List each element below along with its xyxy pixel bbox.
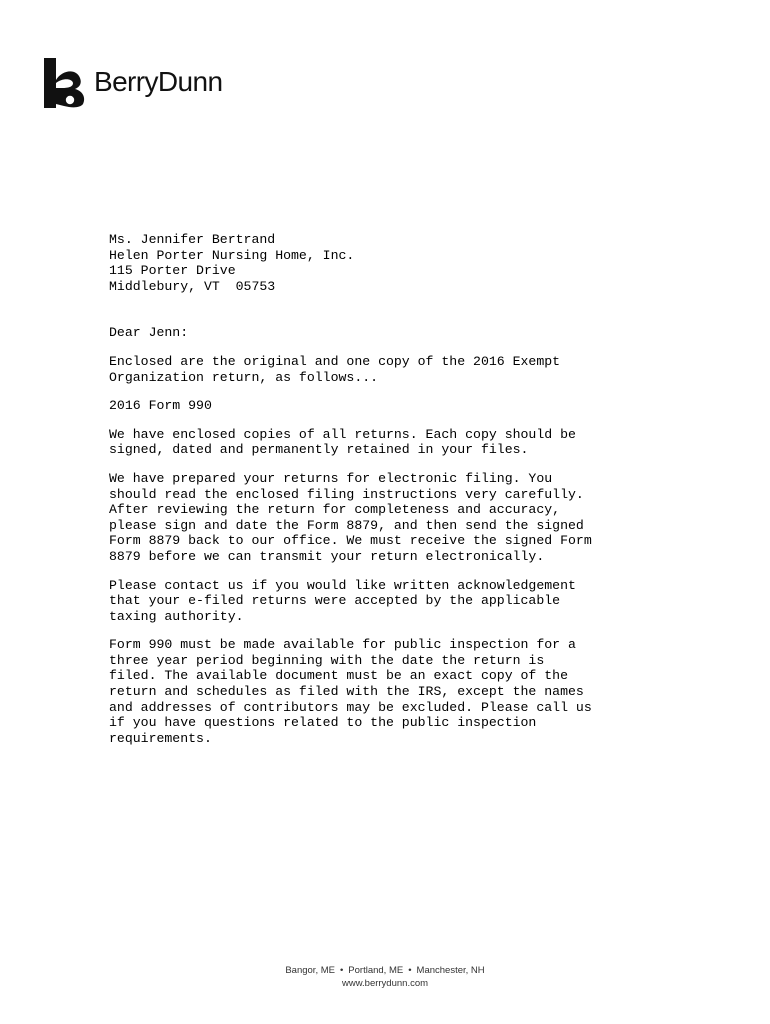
paragraph-copies bbox=[109, 427, 709, 458]
address-line: Middlebury, VT 05753 bbox=[109, 278, 276, 294]
paragraph-line: 2016 Form 990 bbox=[109, 398, 212, 414]
separator: • bbox=[339, 965, 344, 976]
separator: • bbox=[408, 965, 412, 976]
paragraph-line: After reviewing the return for completeness and accuracy, bbox=[109, 502, 561, 518]
salutation bbox=[109, 325, 709, 341]
paragraph-line: requirements. bbox=[109, 730, 212, 746]
paragraph-line: return and schedules as filed with the IRS, except the names bbox=[109, 684, 584, 700]
website-link[interactable]: www.berrydunn.com bbox=[341, 978, 429, 989]
brand-name: BerryDunn bbox=[94, 66, 223, 97]
office-portland: Portland, ME bbox=[348, 965, 404, 976]
paragraph-electronic-filing bbox=[109, 471, 709, 565]
address-line: Helen Porter Nursing Home, Inc. bbox=[109, 247, 355, 263]
paragraph-form-list bbox=[109, 398, 709, 414]
office-locations bbox=[0, 964, 770, 977]
paragraph-public-inspection bbox=[109, 637, 709, 746]
brand-logo bbox=[42, 56, 222, 108]
paragraph-line: We have prepared your returns for electronic filing. You bbox=[109, 470, 553, 486]
office-bangor: Bangor, ME bbox=[285, 965, 335, 976]
paragraph-line: filed. The available document must be an exact copy of the bbox=[109, 668, 568, 684]
paragraph-enclosed bbox=[109, 354, 709, 385]
paragraph-line: Form 990 must be made available for public inspection for a bbox=[109, 637, 576, 653]
letterhead-footer bbox=[0, 964, 770, 990]
berrydunn-logo-icon bbox=[42, 56, 88, 108]
office-manchester: Manchester, NH bbox=[416, 965, 485, 976]
paragraph-line: signed, dated and permanently retained in your files. bbox=[109, 442, 529, 458]
paragraph-acknowledgement bbox=[109, 578, 709, 625]
paragraph-line: taxing authority. bbox=[109, 608, 244, 624]
recipient-address bbox=[109, 232, 709, 294]
paragraph-line: We have enclosed copies of all returns. Each copy should be bbox=[109, 426, 576, 442]
paragraph-line: if you have questions related to the public inspection bbox=[109, 715, 537, 731]
paragraph-line: Enclosed are the original and one copy of the 2016 Exempt bbox=[109, 353, 561, 369]
paragraph-line: should read the enclosed filing instructions very carefully. bbox=[109, 486, 584, 502]
paragraph-line: Please contact us if you would like written acknowledgement bbox=[109, 577, 576, 593]
paragraph-line: Organization return, as follows... bbox=[109, 369, 379, 385]
address-line: 115 Porter Drive bbox=[109, 263, 236, 279]
paragraph-line: three year period beginning with the date the return is bbox=[109, 652, 545, 668]
paragraph-line: Form 8879 back to our office. We must receive the signed Form bbox=[109, 533, 592, 549]
paragraph-line: and addresses of contributors may be excluded. Please call us bbox=[109, 699, 592, 715]
paragraph-line: that your e-filed returns were accepted by the applicable bbox=[109, 593, 561, 609]
paragraph-line: please sign and date the Form 8879, and then send the signed bbox=[109, 517, 584, 533]
address-line: Ms. Jennifer Bertrand bbox=[109, 232, 276, 247]
paragraph-line: 8879 before we can transmit your return electronically. bbox=[109, 548, 545, 564]
salutation-text: Dear Jenn: bbox=[109, 325, 189, 341]
letter-body bbox=[109, 232, 709, 759]
